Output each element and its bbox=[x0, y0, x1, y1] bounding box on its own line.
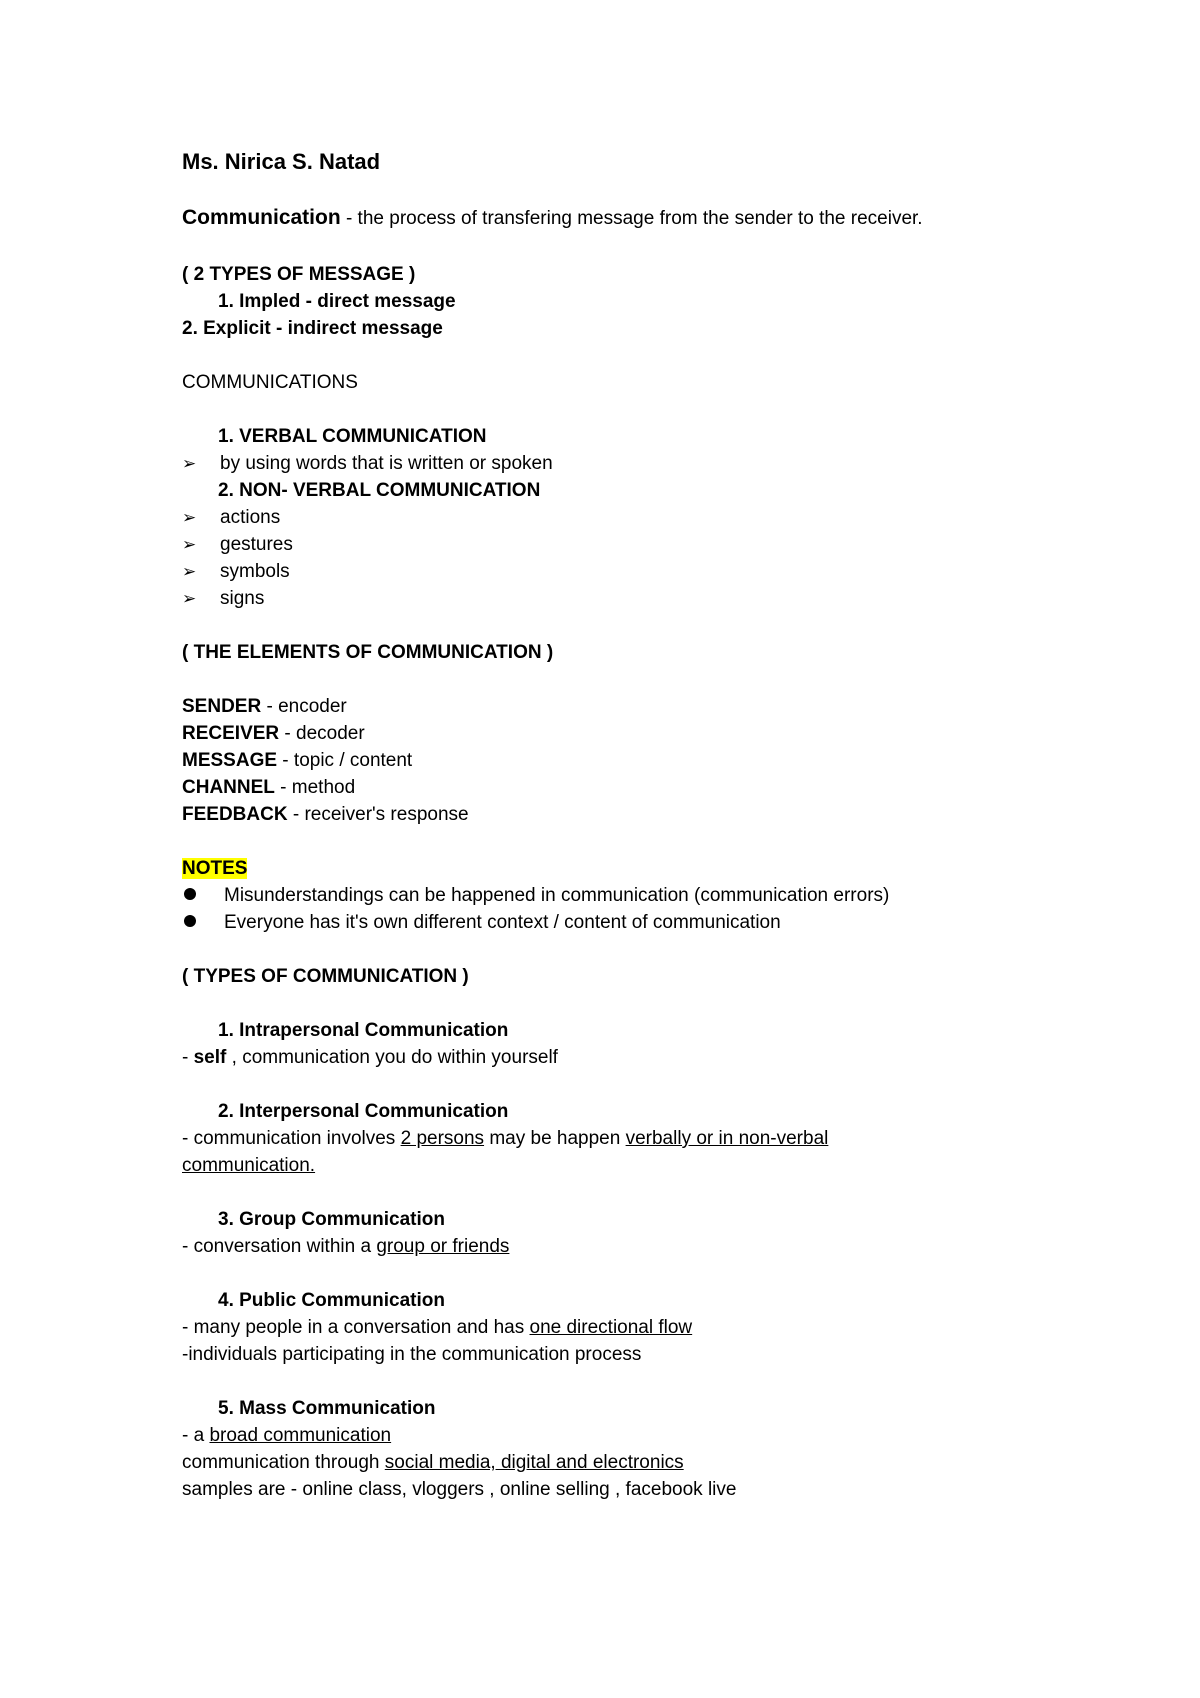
definition-line bbox=[182, 206, 923, 230]
group-desc: - conversation within a group or friends bbox=[182, 1236, 510, 1257]
communications-heading: COMMUNICATIONS bbox=[182, 372, 358, 393]
definition-term: Communication bbox=[182, 206, 341, 229]
types-of-communication-heading: ( TYPES OF COMMUNICATION ) bbox=[182, 966, 469, 987]
verbal-list-item: ➢ by using words that is written or spoken bbox=[182, 453, 553, 474]
public-title: 4. Public Communication bbox=[218, 1290, 445, 1311]
element-item: RECEIVER - decoder bbox=[182, 723, 365, 744]
public-desc-2: -individuals participating in the communication process bbox=[182, 1344, 642, 1365]
interpersonal-title: 2. Interpersonal Communication bbox=[218, 1101, 509, 1122]
group-title: 3. Group Communication bbox=[218, 1209, 445, 1230]
types-of-message-heading: ( 2 TYPES OF MESSAGE ) bbox=[182, 264, 416, 285]
intrapersonal-title: 1. Intrapersonal Communication bbox=[218, 1020, 509, 1041]
note-item: Everyone has it's own different context / content of communication bbox=[182, 911, 781, 935]
intrapersonal-desc: - self , communication you do within yourself bbox=[182, 1047, 558, 1068]
interpersonal-desc-cont: communication. bbox=[182, 1155, 316, 1176]
nonverbal-list-item: ➢ gestures bbox=[182, 534, 293, 555]
mass-title: 5. Mass Communication bbox=[218, 1398, 436, 1419]
message-type-item: 2. Explicit - indirect message bbox=[182, 318, 443, 339]
mass-desc: - a broad communication bbox=[182, 1425, 392, 1446]
bullet-dot-icon bbox=[184, 888, 196, 900]
mass-desc-2: communication through social media, digital and electronics bbox=[182, 1452, 684, 1473]
arrow-bullet-icon: ➢ bbox=[182, 589, 197, 608]
arrow-bullet-icon: ➢ bbox=[182, 454, 197, 473]
notes-heading-line bbox=[182, 857, 247, 881]
message-type-item: 1. Impled - direct message bbox=[218, 291, 456, 312]
mass-desc-3: samples are - online class, vloggers , online selling , facebook live bbox=[182, 1479, 737, 1500]
elements-heading: ( THE ELEMENTS OF COMMUNICATION ) bbox=[182, 642, 554, 663]
definition-text: - the process of transfering message from the sender to the receiver. bbox=[340, 208, 923, 229]
notes-heading: NOTES bbox=[182, 858, 248, 879]
verbal-heading: 1. VERBAL COMMUNICATION bbox=[218, 426, 487, 447]
interpersonal-desc: - communication involves 2 persons may be happen verbally or in non-verbal bbox=[182, 1128, 829, 1149]
arrow-bullet-icon: ➢ bbox=[182, 562, 197, 581]
public-desc: - many people in a conversation and has one directional flow bbox=[182, 1317, 693, 1338]
element-item: SENDER - encoder bbox=[182, 696, 347, 717]
nonverbal-list-item: ➢ symbols bbox=[182, 561, 290, 582]
author-name: Ms. Nirica S. Natad bbox=[182, 149, 381, 174]
element-item: FEEDBACK - receiver's response bbox=[182, 804, 469, 825]
element-item: CHANNEL - method bbox=[182, 777, 356, 798]
arrow-bullet-icon: ➢ bbox=[182, 535, 197, 554]
arrow-bullet-icon: ➢ bbox=[182, 508, 197, 527]
nonverbal-list-item: ➢ actions bbox=[182, 507, 281, 528]
nonverbal-list-item: ➢ signs bbox=[182, 588, 265, 609]
element-item: MESSAGE - topic / content bbox=[182, 750, 413, 771]
bullet-dot-icon bbox=[184, 915, 196, 927]
nonverbal-heading: 2. NON- VERBAL COMMUNICATION bbox=[218, 480, 541, 501]
note-item: Misunderstandings can be happened in communication (communication errors) bbox=[182, 884, 889, 908]
